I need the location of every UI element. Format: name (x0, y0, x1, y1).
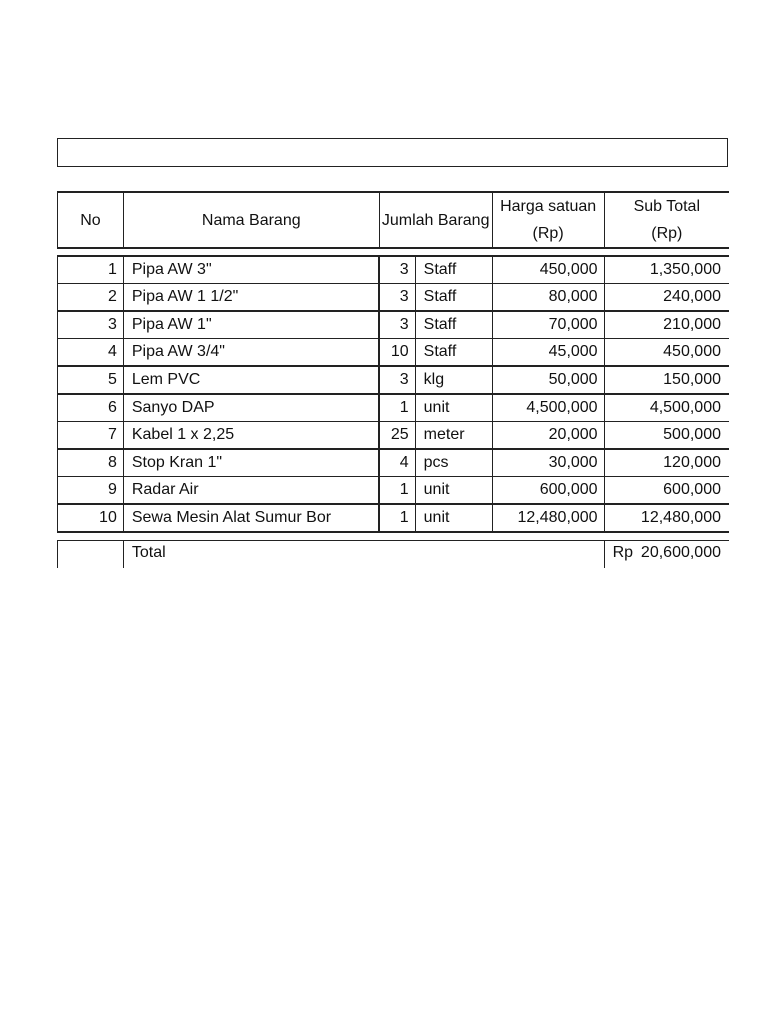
item-unit: meter (415, 422, 492, 450)
item-price: 4,500,000 (492, 394, 604, 422)
item-no: 1 (58, 256, 124, 284)
item-qty: 4 (379, 449, 415, 477)
item-price: 450,000 (492, 256, 604, 284)
item-subtotal: 4,500,000 (604, 394, 729, 422)
header-row (58, 192, 730, 248)
col-name-header: Nama Barang (123, 192, 379, 248)
item-qty: 10 (379, 339, 415, 367)
item-price: 45,000 (492, 339, 604, 367)
col-price-header-line1: Harga satuan (500, 198, 597, 215)
item-name: Stop Kran 1" (123, 449, 379, 477)
item-qty: 3 (379, 311, 415, 339)
item-qty: 25 (379, 422, 415, 450)
item-subtotal: 1,350,000 (604, 256, 729, 284)
item-name: Lem PVC (123, 366, 379, 394)
item-price: 70,000 (492, 311, 604, 339)
item-no: 3 (58, 311, 124, 339)
item-price: 20,000 (492, 422, 604, 450)
item-qty: 1 (379, 504, 415, 532)
item-price: 12,480,000 (492, 504, 604, 532)
table-row (58, 477, 730, 505)
item-qty: 1 (379, 394, 415, 422)
item-subtotal: 150,000 (604, 366, 729, 394)
col-price-header (492, 192, 604, 248)
item-unit: pcs (415, 449, 492, 477)
total-currency: Rp (612, 543, 634, 561)
col-price-header-line2: (Rp) (532, 225, 564, 242)
item-no: 7 (58, 422, 124, 450)
item-no: 6 (58, 394, 124, 422)
item-price: 30,000 (492, 449, 604, 477)
item-no: 9 (58, 477, 124, 505)
col-no-header: No (58, 192, 124, 248)
item-no: 8 (58, 449, 124, 477)
table-row (58, 284, 730, 312)
item-unit: unit (415, 477, 492, 505)
item-name: Pipa AW 1 1/2" (123, 284, 379, 312)
item-subtotal: 450,000 (604, 339, 729, 367)
item-price: 50,000 (492, 366, 604, 394)
item-subtotal: 12,480,000 (604, 504, 729, 532)
table-row (58, 311, 730, 339)
table-row (58, 256, 730, 284)
table-row (58, 449, 730, 477)
total-row (58, 540, 730, 568)
item-unit: Staff (415, 311, 492, 339)
item-name: Sewa Mesin Alat Sumur Bor (123, 504, 379, 532)
item-unit: Staff (415, 256, 492, 284)
item-name: Pipa AW 1" (123, 311, 379, 339)
item-subtotal: 120,000 (604, 449, 729, 477)
item-no: 5 (58, 366, 124, 394)
item-unit: unit (415, 504, 492, 532)
item-no: 10 (58, 504, 124, 532)
table-row (58, 339, 730, 367)
item-unit: unit (415, 394, 492, 422)
total-value-cell (604, 540, 729, 568)
table-row (58, 394, 730, 422)
item-qty: 3 (379, 284, 415, 312)
col-sub-header (604, 192, 729, 248)
table-row (58, 504, 730, 532)
item-name: Radar Air (123, 477, 379, 505)
col-qty-header: Jumlah Barang (379, 192, 492, 248)
item-subtotal: 500,000 (604, 422, 729, 450)
item-price: 80,000 (492, 284, 604, 312)
spacer-row (58, 532, 730, 540)
item-name: Pipa AW 3/4" (123, 339, 379, 367)
table-row (58, 366, 730, 394)
item-qty: 3 (379, 366, 415, 394)
col-sub-header-line1: Sub Total (633, 198, 700, 215)
item-unit: klg (415, 366, 492, 394)
table-row (58, 422, 730, 450)
item-price: 600,000 (492, 477, 604, 505)
col-sub-header-line2: (Rp) (651, 225, 683, 242)
items-table (57, 191, 729, 568)
spacer-row (58, 248, 730, 256)
item-unit: Staff (415, 284, 492, 312)
item-no: 4 (58, 339, 124, 367)
item-no: 2 (58, 284, 124, 312)
title-box (57, 138, 728, 167)
item-subtotal: 240,000 (604, 284, 729, 312)
item-name: Sanyo DAP (123, 394, 379, 422)
item-qty: 1 (379, 477, 415, 505)
item-subtotal: 600,000 (604, 477, 729, 505)
total-no-cell (58, 540, 124, 568)
item-qty: 3 (379, 256, 415, 284)
item-name: Kabel 1 x 2,25 (123, 422, 379, 450)
item-unit: Staff (415, 339, 492, 367)
item-name: Pipa AW 3" (123, 256, 379, 284)
total-value: 20,600,000 (640, 543, 721, 561)
total-label: Total (123, 540, 604, 568)
item-subtotal: 210,000 (604, 311, 729, 339)
